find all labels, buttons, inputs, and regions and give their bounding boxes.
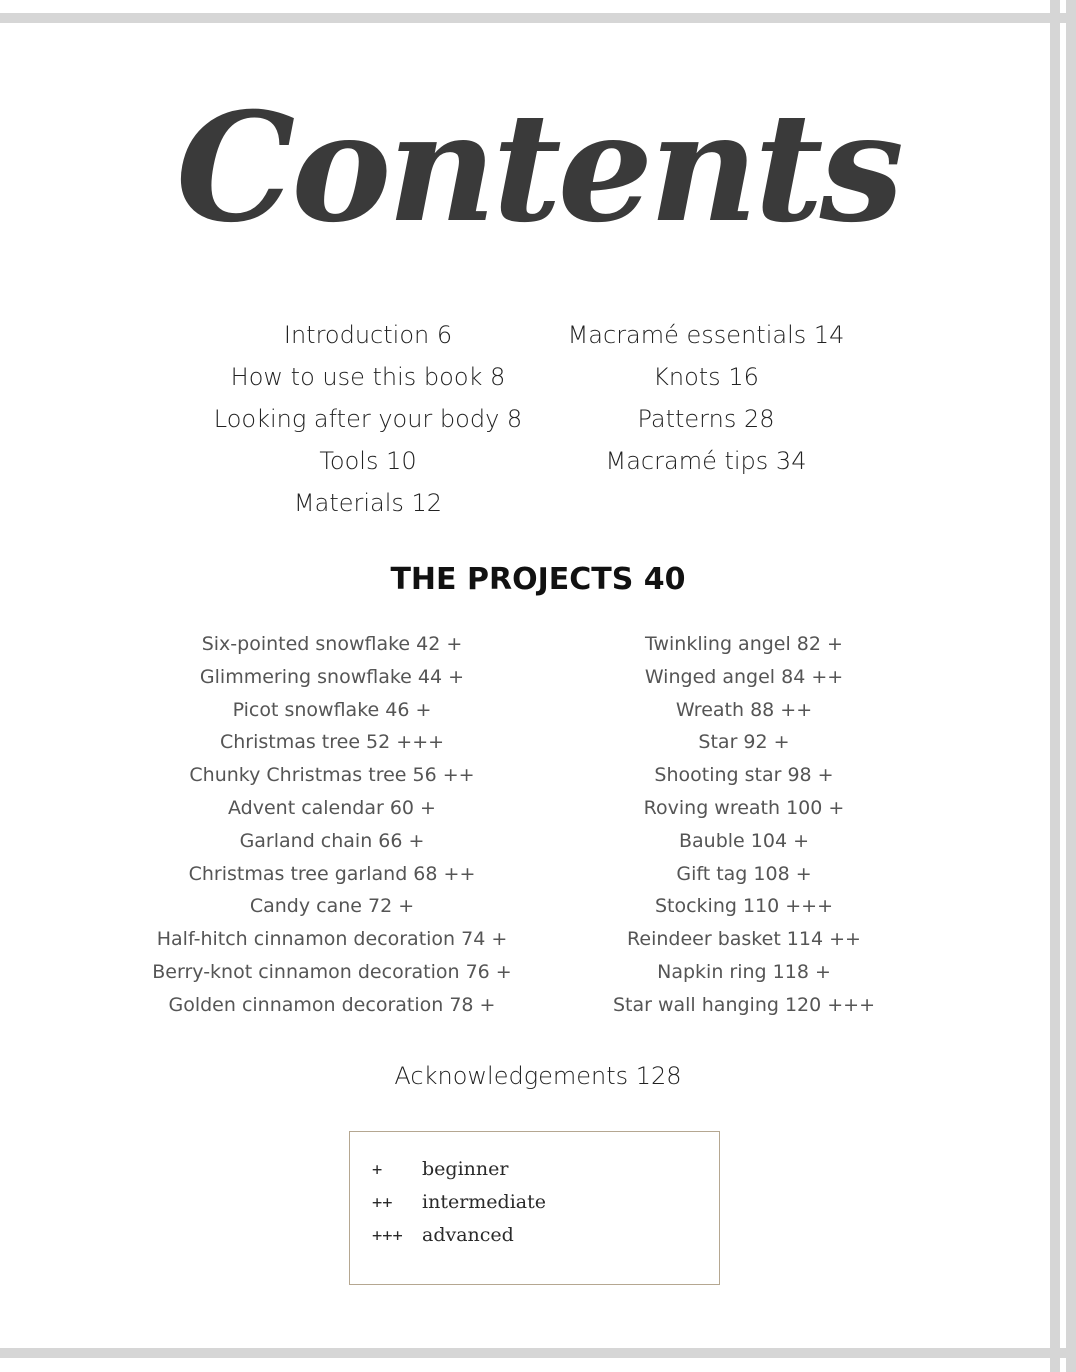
project-entry: Six-pointed snowflake 42 +: [201, 633, 463, 655]
project-entry: Twinkling angel 82 +: [645, 633, 843, 655]
page-title: Contents: [175, 80, 900, 256]
legend-label: advanced: [422, 1224, 514, 1246]
project-entry: Roving wreath 100 +: [643, 796, 845, 819]
acknowledgements-entry: Acknowledgements 128: [394, 1062, 682, 1090]
legend-mark: +++: [372, 1226, 403, 1246]
project-entry: Candy cane 72 +: [249, 895, 415, 918]
projects-heading: THE PROJECTS 40: [390, 562, 686, 597]
project-entry: Winged angel 84 ++: [644, 665, 844, 688]
toc-entry: Knots 16: [653, 363, 759, 391]
project-entry: Star 92 +: [698, 731, 790, 754]
project-entry: Garland chain 66 +: [239, 829, 425, 852]
project-entry: Napkin ring 118 +: [657, 960, 831, 983]
frame-top-border: [0, 13, 1076, 23]
project-entry: Wreath 88 ++: [675, 698, 813, 721]
project-entry: Berry-knot cinnamon decoration 76 +: [152, 960, 512, 983]
legend-row-beginner: [372, 1153, 508, 1186]
legend-row-advanced: [372, 1219, 514, 1252]
difficulty-legend: [349, 1131, 720, 1285]
toc-entry: Patterns 28: [637, 405, 775, 433]
project-entry: Gift tag 108 +: [676, 862, 812, 885]
frame-bottom-border: [0, 1348, 1076, 1358]
legend-label: beginner: [422, 1158, 509, 1180]
project-entry: Picot snowflake 46 +: [232, 698, 432, 721]
toc-entry: Macramé essentials 14: [567, 321, 845, 349]
toc-entry: How to use this book 8: [230, 363, 506, 391]
toc-entry: Tools 10: [319, 447, 417, 475]
intro-right-column: [556, 314, 856, 482]
intro-left-column: [190, 314, 546, 524]
toc-entry: Looking after your body 8: [213, 405, 523, 433]
project-entry: Chunky Christmas tree 56 ++: [189, 764, 475, 787]
legend-label: intermediate: [422, 1191, 546, 1213]
toc-entry: Macramé tips 34: [605, 447, 807, 475]
projects-left-column: [120, 628, 544, 1022]
project-entry: Glimmering snowflake 44 +: [199, 665, 465, 688]
projects-right-column: [584, 628, 904, 1022]
legend-mark: ++: [372, 1193, 393, 1213]
legend-row-intermediate: [372, 1186, 546, 1219]
project-entry: Christmas tree garland 68 ++: [188, 862, 476, 885]
toc-entry: Introduction 6: [283, 321, 453, 349]
project-entry: Stocking 110 +++: [654, 895, 834, 918]
project-entry: Shooting star 98 +: [654, 764, 834, 787]
project-entry: Advent calendar 60 +: [228, 796, 436, 819]
project-entry: Star wall hanging 120 +++: [612, 993, 876, 1016]
project-entry: Golden cinnamon decoration 78 +: [168, 993, 496, 1016]
project-entry: Bauble 104 +: [678, 829, 809, 852]
project-entry: Christmas tree 52 +++: [219, 731, 445, 754]
legend-mark: +: [372, 1160, 383, 1180]
project-entry: Reindeer basket 114 ++: [627, 928, 861, 951]
toc-entry: Materials 12: [293, 489, 443, 517]
project-entry: Half-hitch cinnamon decoration 74 +: [156, 928, 508, 951]
